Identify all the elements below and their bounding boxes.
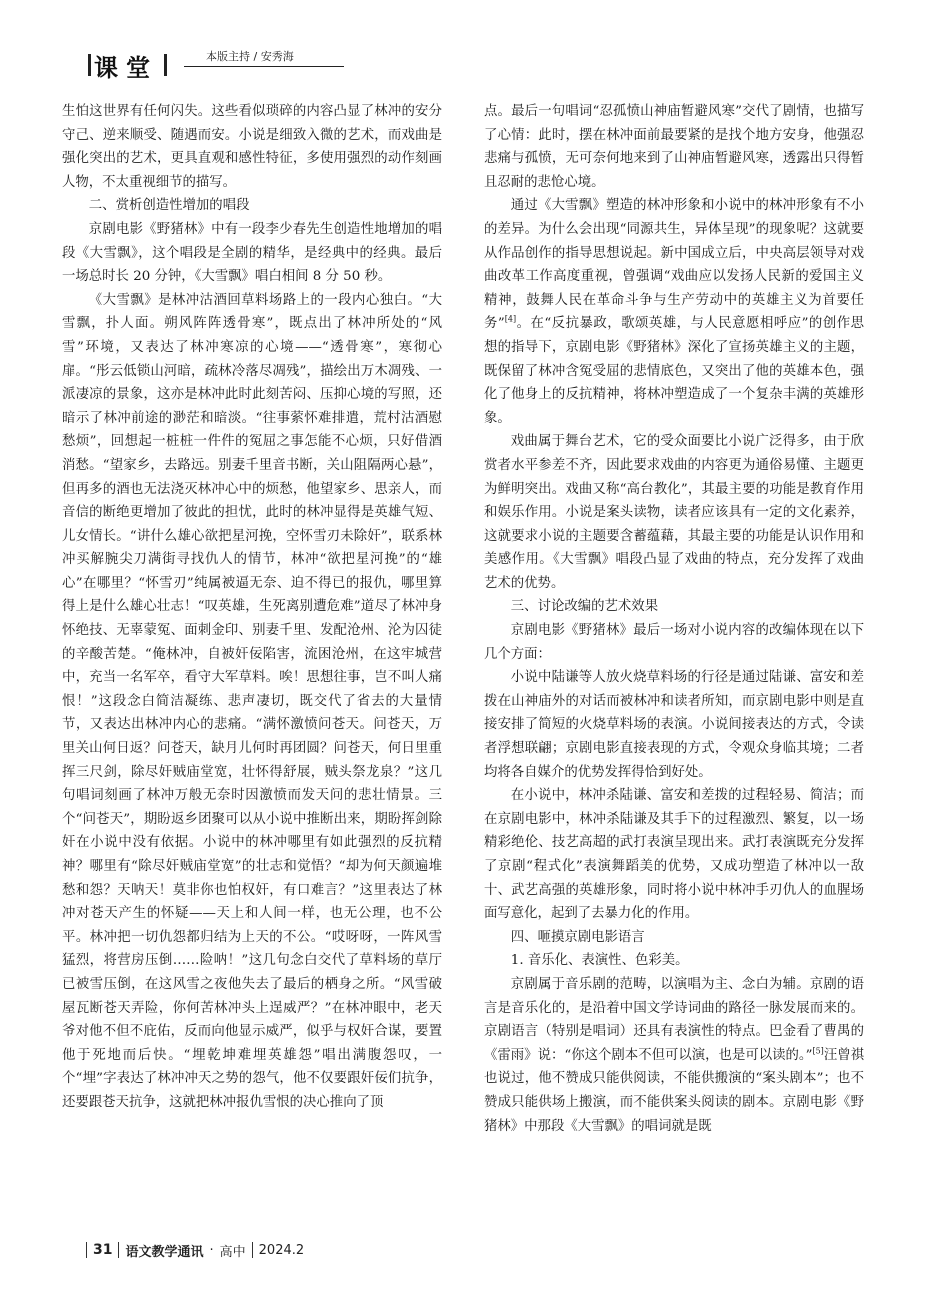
page-number: 31 (93, 1242, 113, 1258)
paragraph: 在小说中，林冲杀陆谦、富安和差拨的过程轻易、简洁；而在京剧电影中，林冲杀陆谦及其手下的过程激烈、繁复，以一场精彩绝伦、技艺高超的武打表演呈现出来。武打表演既充分发挥了京剧“程式化”表演舞蹈美的优势，又成功塑造了林冲以一敌十、武艺高强的英雄形象，同时将小说中林冲手刃仇人的血腥场面写意化，起到了去暴力化的作用。 (484, 788, 864, 922)
right-column (484, 100, 864, 1138)
issue-number: 2024.2 (258, 1242, 305, 1258)
footer-divider (118, 1242, 119, 1258)
paragraph-text: 通过《大雪飘》塑造的林冲形象和小说中的林冲形象有不小的差异。为什么会出现“同源共生，异体呈现”的现象呢？这就要从作品创作的指导思想说起。新中国成立后，中央高层领导对戏曲改革工作高度重视，曾强调“戏曲应以发扬人民新的爱国主义精神，鼓舞人民在革命斗争与生产劳动中的英雄主义为首要任务” (484, 198, 864, 332)
paragraph-text: 。在“反抗暴政，歌颂英雄，与人民意愿相呼应”的创作思想的指导下，京剧电影《野猪林》深化了宣扬英雄主义的主题，既保留了林冲含冤受屈的悲情底色，又突出了他的英雄本色，强化了他身上的反抗精神，将林冲塑造成了一个复杂丰满的英雄形象。 (484, 316, 864, 426)
header-bar-left (88, 54, 91, 76)
paragraph (484, 973, 864, 1138)
citation-ref: [4] (504, 314, 517, 324)
paragraph: 京剧电影《野猪林》中有一段李少春先生创造性地增加的唱段《大雪飘》，这个唱段是全剧的精华，是经典中的经典。最后一场总时长 20 分钟，《大雪飘》唱白相间 8 分 50 秒。 (62, 221, 442, 285)
paragraph: 《大雪飘》是林冲沽酒回草料场路上的一段内心独白。“大雪飘，扑人面。朔风阵阵透骨寒”，既点出了林冲所处的“风雪”环境，又表达了林冲寒凉的心境——“透骨寒”，寒彻心扉。“彤云低锁山河暗，疏林冷落尽凋残”，描绘出万木凋残、一派凄凉的景象，这亦是林冲此时此刻苦闷、压抑心境的写照，还暗示了林冲前途的渺茫和暗淡。“往事萦怀难排遣，荒村沽酒慰愁烦”，回想起一桩桩一件件的冤屈之事怎能不心烦，只好借酒消愁。“望家乡，去路远。别妻千里音书断，关山阻隔两心悬”，但再多的酒也无法浇灭林冲心中的烦愁，他望家乡、思亲人，而音信的断绝更增加了彼此的担忧，此时的林冲显得是英雄气短、儿女情长。“讲什么雄心欲把星河挽，空怀雪刃未除奸”，联系林冲买解腕尖刀满街寻找仇人的情节，林冲“欲把星河挽”的“雄心”在哪里？“怀雪刃”纯属被逼无奈、迫不得已的报仇，哪里算得上是什么雄心壮志！“叹英雄，生死离别遭危难”道尽了林冲身怀绝技、无辜蒙冤、面刺金印、别妻千里、发配沧州、沦为囚徒的辛酸苦楚。“俺林冲，自被奸佞陷害，流困沧州，在这牢城营中，充当一名军卒，看守大军草料。唉！思想往事，岂不叫人痛恨！”这段念白简洁凝练、悲声凄切，既交代了省去的大量情节，又表达出林冲内心的悲痛。“满怀激愤问苍天。问苍天，万里关山何日返？问苍天，缺月儿何时再团圆？问苍天，何日里重挥三尺剑，除尽奸贼庙堂宽，壮怀得舒展，贼头祭龙泉？”这几句唱词刻画了林冲万般无奈时因激愤而发天问的悲壮情景。三个“问苍天”，期盼返乡团聚可以从小说中推断出来，期盼挥剑除奸在小说中没有依据。小说中的林冲哪里有如此强烈的反抗精神？哪里有“除尽奸贼庙堂宽”的壮志和觉悟？“却为何天颜遍堆愁和怨？天呐天！莫非你也怕权奸，有口难言？”这里表达了林冲对苍天产生的怀疑——天上和人间一样，也无公理，也不公平。林冲把一切仇怨都归结为上天的不公。“哎呀呀，一阵风雪猛烈，将营房压倒……险呐！”这几句念白交代了草料场的草厅已被雪压倒，在这风雪之夜他失去了最后的栖身之所。“风雪破屋瓦断苍天弄险，你何苦林冲头上逞威严？”在林冲眼中，老天爷对他不但不庇佑，反而向他显示威严，似乎与权奸合谋，要置他于死地而后快。“埋乾坤难埋英雄怨”唱出满腹怨叹，一个“埋”字表达了林冲冲天之势的怨气，他不仅要跟奸佞们抗争，还要跟苍天抗争，这就把林冲报仇雪恨的决心推向了顶 (62, 292, 442, 1110)
host-credit: 本版主持 / 安秀海 (184, 48, 344, 67)
footer-divider (252, 1242, 253, 1258)
footer-dot: · (209, 1242, 214, 1258)
paragraph: 小说中陆谦等人放火烧草料场的行径是通过陆谦、富安和差拨在山神庙外的对话而被林冲和读者所知，而京剧电影中则是直接安排了简短的火烧草料场的表演。小说间接表达的方式，令读者浮想联翩；京剧电影直接表现的方式，令观众身临其境；二者均将各自媒介的优势发挥得恰到好处。 (484, 670, 864, 780)
paragraph-text: 汪曾祺也说过，他不赞成只能供阅读，不能供搬演的“案头剧本”；也不赞成只能供场上搬演，而不能供案头阅读的剧本。京剧电影《野猪林》中那段《大雪飘》的唱词就是既 (484, 1047, 864, 1134)
citation-ref: [5] (812, 1046, 824, 1056)
journal-level: 高中 (219, 1244, 246, 1260)
section-title: 课堂 (94, 54, 158, 82)
paragraph: 点。最后一句唱词“忍孤愤山神庙暂避风寒”交代了剧情，也描写了心情：此时，摆在林冲面前最要紧的是找个地方安身，他强忍悲痛与孤愤，无可奈何地来到了山神庙暂避风寒，透露出只得暂且忍耐的悲怆心境。 (484, 104, 864, 190)
paragraph (484, 194, 864, 430)
header-bar-right (164, 54, 167, 76)
section-heading: 二、赏析创造性增加的唱段 (88, 198, 250, 214)
paragraph: 戏曲属于舞台艺术，它的受众面要比小说广泛得多，由于欣赏者水平参差不齐，因此要求戏曲的内容更为通俗易懂、主题更为鲜明突出。戏曲又称“高台教化”，其最主要的功能是教育作用和娱乐作用。小说是案头读物，读者应该具有一定的文化素养，这就要求小说的主题要含蓄蕴藉，其最主要的功能是认识作用和美感作用。《大雪飘》唱段凸显了戏曲的特点，充分发挥了戏曲艺术的优势。 (484, 434, 864, 591)
page-header (88, 48, 888, 88)
section-heading: 三、讨论改编的艺术效果 (510, 599, 659, 615)
journal-name: 语文教学通讯 (125, 1244, 204, 1260)
paragraph: 生怕这世界有任何闪失。这些看似琐碎的内容凸显了林冲的安分守己、逆来顺受、随遇而安。小说是细致入微的艺术，而戏曲是强化突出的艺术，更具直观和感性特征，多使用强烈的动作刻画人物，不太重视细节的描写。 (62, 104, 442, 190)
paragraph-text: 京剧属于音乐剧的范畴，以演唱为主、念白为辅。京剧的语言是音乐化的，是沿着中国文学诗词曲的路径一脉发展而来的。京剧语言（特别是唱词）还具有表演性的特点。巴金看了曹禺的《雷雨》说：“你这个剧本不但可以演，也是可以读的。” (484, 976, 864, 1063)
subsection-heading: 1. 音乐化、表演性、色彩美。 (510, 953, 689, 969)
paragraph: 京剧电影《野猪林》最后一场对小说内容的改编体现在以下几个方面： (484, 623, 864, 662)
page-footer (86, 1240, 486, 1260)
left-column (62, 100, 442, 1115)
footer-divider (86, 1242, 87, 1258)
section-heading: 四、咂摸京剧电影语言 (510, 929, 645, 945)
